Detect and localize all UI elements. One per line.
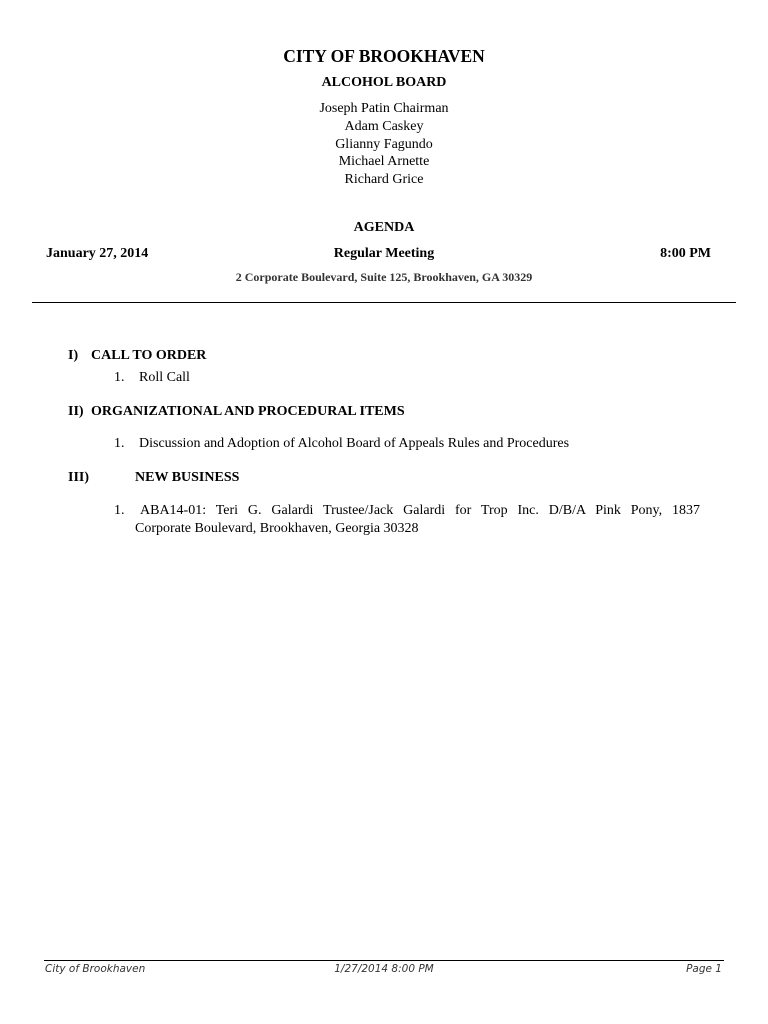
board-member: Glianny Fagundo (335, 136, 433, 152)
board-member: Michael Arnette (338, 154, 430, 170)
agenda-item-text-continued: Corporate Boulevard, Brookhaven, Georgia 30328 (135, 521, 419, 536)
footer-datetime: 1/27/2014 8:00 PM (334, 963, 434, 975)
agenda-item-text: Discussion and Adoption of Alcohol Board of Appeals Rules and Procedures (139, 436, 570, 451)
section-number: III) (68, 470, 90, 485)
agenda-item-text: ABA14-01: Teri G. Galardi Trustee/Jack Galardi for Trop Inc. D/B/A Pink Pony, 1837 (140, 503, 700, 518)
section-title: ORGANIZATIONAL AND PROCEDURAL ITEMS (91, 404, 405, 419)
item-number: 1. (114, 370, 125, 385)
section-title: NEW BUSINESS (135, 470, 240, 485)
section-title: CALL TO ORDER (91, 348, 207, 363)
footer-org: City of Brookhaven (45, 963, 146, 975)
meeting-type: Regular Meeting (333, 246, 435, 261)
section-number: I) (68, 348, 79, 363)
agenda-item-text: Roll Call (139, 370, 190, 385)
header-divider (32, 302, 736, 303)
meeting-date: January 27, 2014 (46, 246, 149, 261)
board-member: Richard Grice (344, 172, 424, 188)
meeting-time: 8:00 PM (660, 246, 711, 261)
board-member: Adam Caskey (344, 118, 424, 134)
board-name: ALCOHOL BOARD (321, 75, 447, 90)
meeting-address: 2 Corporate Boulevard, Suite 125, Brookhaven, GA 30329 (235, 270, 533, 284)
footer-page-number: Page 1 (686, 963, 722, 975)
item-number: 1. (114, 503, 125, 518)
section-number: II) (68, 404, 84, 419)
board-members-list (0, 100, 768, 189)
item-number: 1. (114, 436, 125, 451)
agenda-heading: AGENDA (353, 220, 415, 235)
document-title: CITY OF BROOKHAVEN (283, 46, 485, 66)
footer-divider (44, 960, 724, 961)
board-member: Joseph Patin Chairman (319, 101, 449, 116)
